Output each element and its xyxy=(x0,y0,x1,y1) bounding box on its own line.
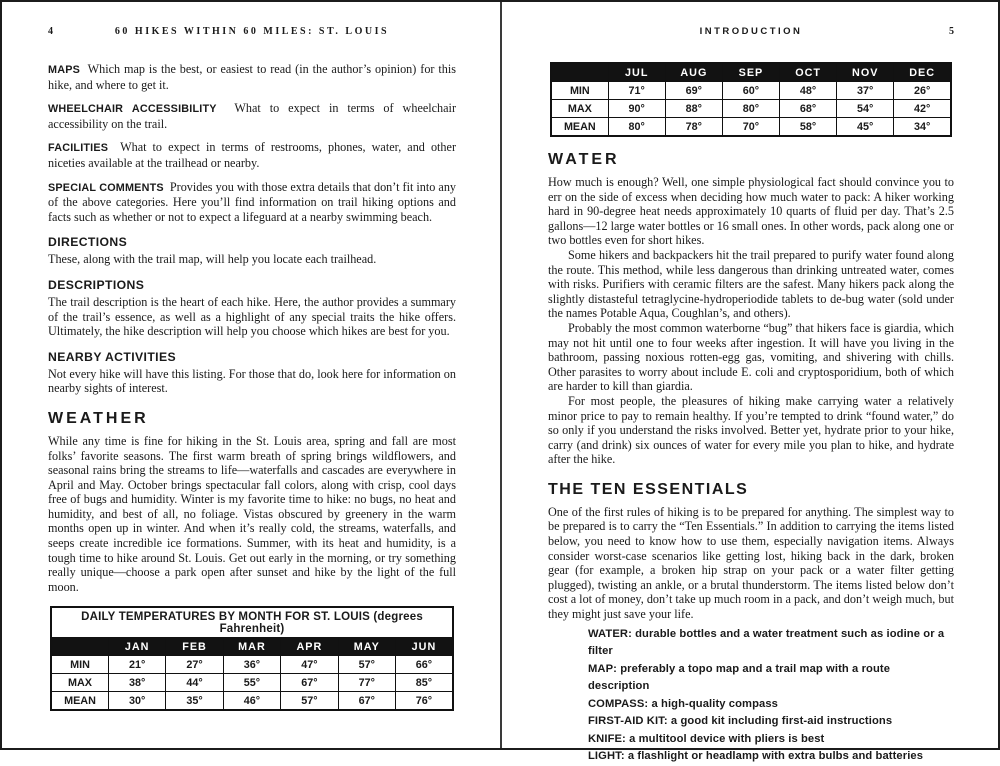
temp-cell: 38° xyxy=(108,674,165,692)
section-text: The trail description is the heart of each hike. Here, the author provides a summary of the trail’s essence, as well as a highlight of any special traits the hike offers. Ultimately, the hike description will help you choose which hikes are best for you. xyxy=(48,294,456,339)
page-number: 4 xyxy=(48,26,53,37)
temp-cell: 80° xyxy=(608,118,665,137)
water-paragraph: How much is enough? Well, one simple physiological fact should convince you to err on the side of excess when deciding how much water to pack: A hiker working hard in 90-degree heat needs approximately 10 quarts of fluid per day. That’s 2.5 gallons—12 large water bottles or 16 small ones. In other words, pack along one or two bottles even for short hikes. xyxy=(548,175,954,248)
month-header-cell: MAY xyxy=(338,638,395,656)
essential-item-water xyxy=(588,626,954,661)
corner-cell xyxy=(551,63,608,82)
temp-cell: 57° xyxy=(281,692,338,711)
row-label-cell: MEAN xyxy=(51,692,108,711)
essential-text: a flashlight or headlamp with extra bulbs and batteries xyxy=(624,750,924,763)
month-header-cell: JUN xyxy=(395,638,452,656)
table-row-min xyxy=(551,82,951,100)
entry-special-comments xyxy=(48,180,456,225)
entry-maps xyxy=(48,62,456,92)
essential-label: WATER: xyxy=(588,627,632,640)
row-label-cell: MAX xyxy=(51,674,108,692)
temp-cell: 35° xyxy=(166,692,223,711)
section-text: Not every hike will have this listing. For those that do, look here for information on nearby sights of interest. xyxy=(48,366,456,396)
table-months-row xyxy=(51,638,453,656)
table-row-min xyxy=(51,656,453,674)
temp-cell: 36° xyxy=(223,656,280,674)
month-header-cell: OCT xyxy=(780,63,837,82)
essential-label: KNIFE: xyxy=(588,732,626,745)
entry-text: What to expect in terms of wheelchair accessibility on the trail. xyxy=(48,101,457,131)
temp-cell: 54° xyxy=(837,100,894,118)
table-title-row xyxy=(51,607,453,638)
entry-label: WHEELCHAIR ACCESSIBILITY xyxy=(48,103,217,116)
temp-cell: 26° xyxy=(894,82,951,100)
month-header-cell: SEP xyxy=(722,63,779,82)
entry-text: Which map is the best, or easiest to read (in the author’s opinion) for this hike, and where to get it. xyxy=(48,62,456,92)
month-header-cell: JUL xyxy=(608,63,665,82)
month-header-cell: MAR xyxy=(223,638,280,656)
essential-text: a multitool device with pliers is best xyxy=(625,732,825,745)
temp-cell: 37° xyxy=(837,82,894,100)
essential-label: FIRST-AID KIT: xyxy=(588,715,668,728)
temp-cell: 58° xyxy=(780,118,837,137)
row-label-cell: MIN xyxy=(551,82,608,100)
temp-cell: 60° xyxy=(722,82,779,100)
table-row-mean xyxy=(551,118,951,137)
temp-cell: 78° xyxy=(665,118,722,137)
running-head-title: 60 HIKES WITHIN 60 MILES: ST. LOUIS xyxy=(114,26,390,37)
entry-label: FACILITIES xyxy=(48,142,109,155)
month-header-cell: NOV xyxy=(837,63,894,82)
temp-cell: 77° xyxy=(338,674,395,692)
row-label-cell: MAX xyxy=(551,100,608,118)
temp-cell: 42° xyxy=(894,100,951,118)
temp-cell: 85° xyxy=(395,674,452,692)
essential-item-light xyxy=(588,748,954,766)
running-head-title: INTRODUCTION xyxy=(699,26,803,37)
temp-cell: 55° xyxy=(223,674,280,692)
month-header-cell: JAN xyxy=(108,638,165,656)
temp-cell: 88° xyxy=(665,100,722,118)
essential-text: a high-quality compass xyxy=(648,697,779,710)
essential-item-knife xyxy=(588,731,954,749)
entry-text: Provides you with those extra details that don’t fit into any of the above categories. Here you’ll find information on trail hiking options and facts such as whether or not to expect a lifeguard at a nearby swimming beach. xyxy=(48,179,457,224)
month-header-cell: AUG xyxy=(665,63,722,82)
section-heading-water: WATER xyxy=(548,151,620,168)
temp-table-jul-dec xyxy=(550,62,952,137)
ten-essentials-intro: One of the first rules of hiking is to be prepared for anything. The simplest way to be prepared is to carry the “Ten Essentials.” In addition to carrying the items listed below, you need to know how to use them, especially navigation items. Always consider worst-case scenarios like getting lost, hiking back in the dark, broken gear (for example, a broken hip strap on your pack or a water filter getting plugged), twisting an ankle, or a brutal thunderstorm. The items listed below don’t cost a lot of money, don’t take up much room in a pack, and don’t weigh much, but they might just save your life. xyxy=(548,504,954,622)
table-row-mean xyxy=(51,692,453,711)
temp-cell: 44° xyxy=(166,674,223,692)
month-header-cell: APR xyxy=(281,638,338,656)
month-header-cell: FEB xyxy=(166,638,223,656)
water-paragraph: For most people, the pleasures of hiking make carrying water a relatively minor price to pay to remain healthy. If you’re tempted to drink “found water,” do so only if you understand the risks involved. Better yet, hydrate prior to your hike, carry (and drink) six ounces of water for every mile you plan to hike, and hydrate after the hike. xyxy=(548,393,954,467)
table-row-max xyxy=(551,100,951,118)
row-label-cell: MEAN xyxy=(551,118,608,137)
temp-table-jan-jun xyxy=(50,606,454,711)
temp-cell: 68° xyxy=(780,100,837,118)
weather-paragraph: While any time is fine for hiking in the St. Louis area, spring and fall are most folks’ favorite seasons. The first warm breath of spring brings wildflowers, and seasonal rains bring the streams to life—waterfalls and cascades are everywhere in April and May. October brings spectacular fall colors, along with crisp, cool days free of bugs and humidity. Winter is my favorite time to hike: no bugs, no heat and humidity, and best of all, no foliage. Vistas obscured by greenery in the warm months open up in winter. And when it’s really cold, the streams, waterfalls, and seeps create incredible ice formations. Summer, with its heat and humidity, is a tough time to hike around St. Louis. Get out early in the morning, or try something really unique—choose a park open after sunset and hike by the light of the full moon. xyxy=(48,433,456,594)
temp-cell: 45° xyxy=(837,118,894,137)
running-head-left xyxy=(48,26,456,40)
section-heading-weather: WEATHER xyxy=(48,409,149,427)
table-title: DAILY TEMPERATURES BY MONTH FOR ST. LOUIS (degrees Fahrenheit) xyxy=(51,607,453,638)
water-paragraph: Some hikers and backpackers hit the trail prepared to purify water found along the route. This method, while less dangerous than drinking untreated water, comes with risks. Purifiers with ceramic filters are the safest. Many hikers pack along the slightly distasteful tetraglycine-hydroperiodide tablets to de-bug water (sold under the names Potable Aqua, Coughlan’s, and others). xyxy=(548,247,954,321)
essential-label: LIGHT: xyxy=(588,750,625,763)
running-head-right xyxy=(548,26,954,40)
page-left xyxy=(2,2,500,748)
temp-cell: 30° xyxy=(108,692,165,711)
essential-text: durable bottles and a water treatment such as iodine or a filter xyxy=(588,627,945,658)
essential-label: MAP: xyxy=(588,662,617,675)
corner-cell xyxy=(51,638,108,656)
temp-cell: 48° xyxy=(780,82,837,100)
entry-wheelchair xyxy=(48,101,456,131)
temp-cell: 27° xyxy=(166,656,223,674)
section-text: These, along with the trail map, will help you locate each trailhead. xyxy=(48,252,377,267)
entry-label: MAPS xyxy=(48,64,80,76)
temp-cell: 57° xyxy=(338,656,395,674)
section-heading-ten-essentials: THE TEN ESSENTIALS xyxy=(548,480,749,498)
temp-cell: 66° xyxy=(395,656,452,674)
water-paragraph: Probably the most common waterborne “bug” that hikers face is giardia, which may not hit until one to four weeks after ingestion. It will have you living in the bathroom, passing noxious rotten-egg gas, vomiting, and shivering with chills. Other parasites to worry about include E. coli and cryptosporidium, both of which are harder to kill than giardia. xyxy=(548,320,954,394)
temp-cell: 67° xyxy=(281,674,338,692)
essential-text: preferably a topo map and a trail map with a route description xyxy=(588,662,891,693)
page-right xyxy=(500,2,998,763)
temp-cell: 34° xyxy=(894,118,951,137)
temp-cell: 69° xyxy=(665,82,722,100)
essential-item-first-aid-kit xyxy=(588,713,954,731)
table-row-max xyxy=(51,674,453,692)
essential-label: COMPASS: xyxy=(588,697,649,710)
temp-cell: 21° xyxy=(108,656,165,674)
temp-cell: 80° xyxy=(722,100,779,118)
section-heading-directions: DIRECTIONS xyxy=(48,235,128,250)
entry-label: SPECIAL COMMENTS xyxy=(48,181,164,194)
row-label-cell: MIN xyxy=(51,656,108,674)
entry-facilities xyxy=(48,140,456,170)
section-heading-descriptions: DESCRIPTIONS xyxy=(48,277,145,292)
temp-cell: 76° xyxy=(395,692,452,711)
temp-cell: 71° xyxy=(608,82,665,100)
essentials-list xyxy=(588,626,954,766)
month-header-cell: DEC xyxy=(894,63,951,82)
essential-item-compass xyxy=(588,696,954,714)
section-heading-nearby-activities: NEARBY ACTIVITIES xyxy=(48,349,177,364)
temp-cell: 90° xyxy=(608,100,665,118)
page-number: 5 xyxy=(949,26,954,37)
essential-text: a good kit including first-aid instructions xyxy=(667,715,893,728)
entry-text: What to expect in terms of restrooms, phones, water, and other niceties available at the trailhead or nearby. xyxy=(48,140,456,170)
temp-cell: 67° xyxy=(338,692,395,711)
temp-cell: 70° xyxy=(722,118,779,137)
temp-cell: 47° xyxy=(281,656,338,674)
temp-cell: 46° xyxy=(223,692,280,711)
table-months-row xyxy=(551,63,951,82)
essential-item-map xyxy=(588,661,954,696)
